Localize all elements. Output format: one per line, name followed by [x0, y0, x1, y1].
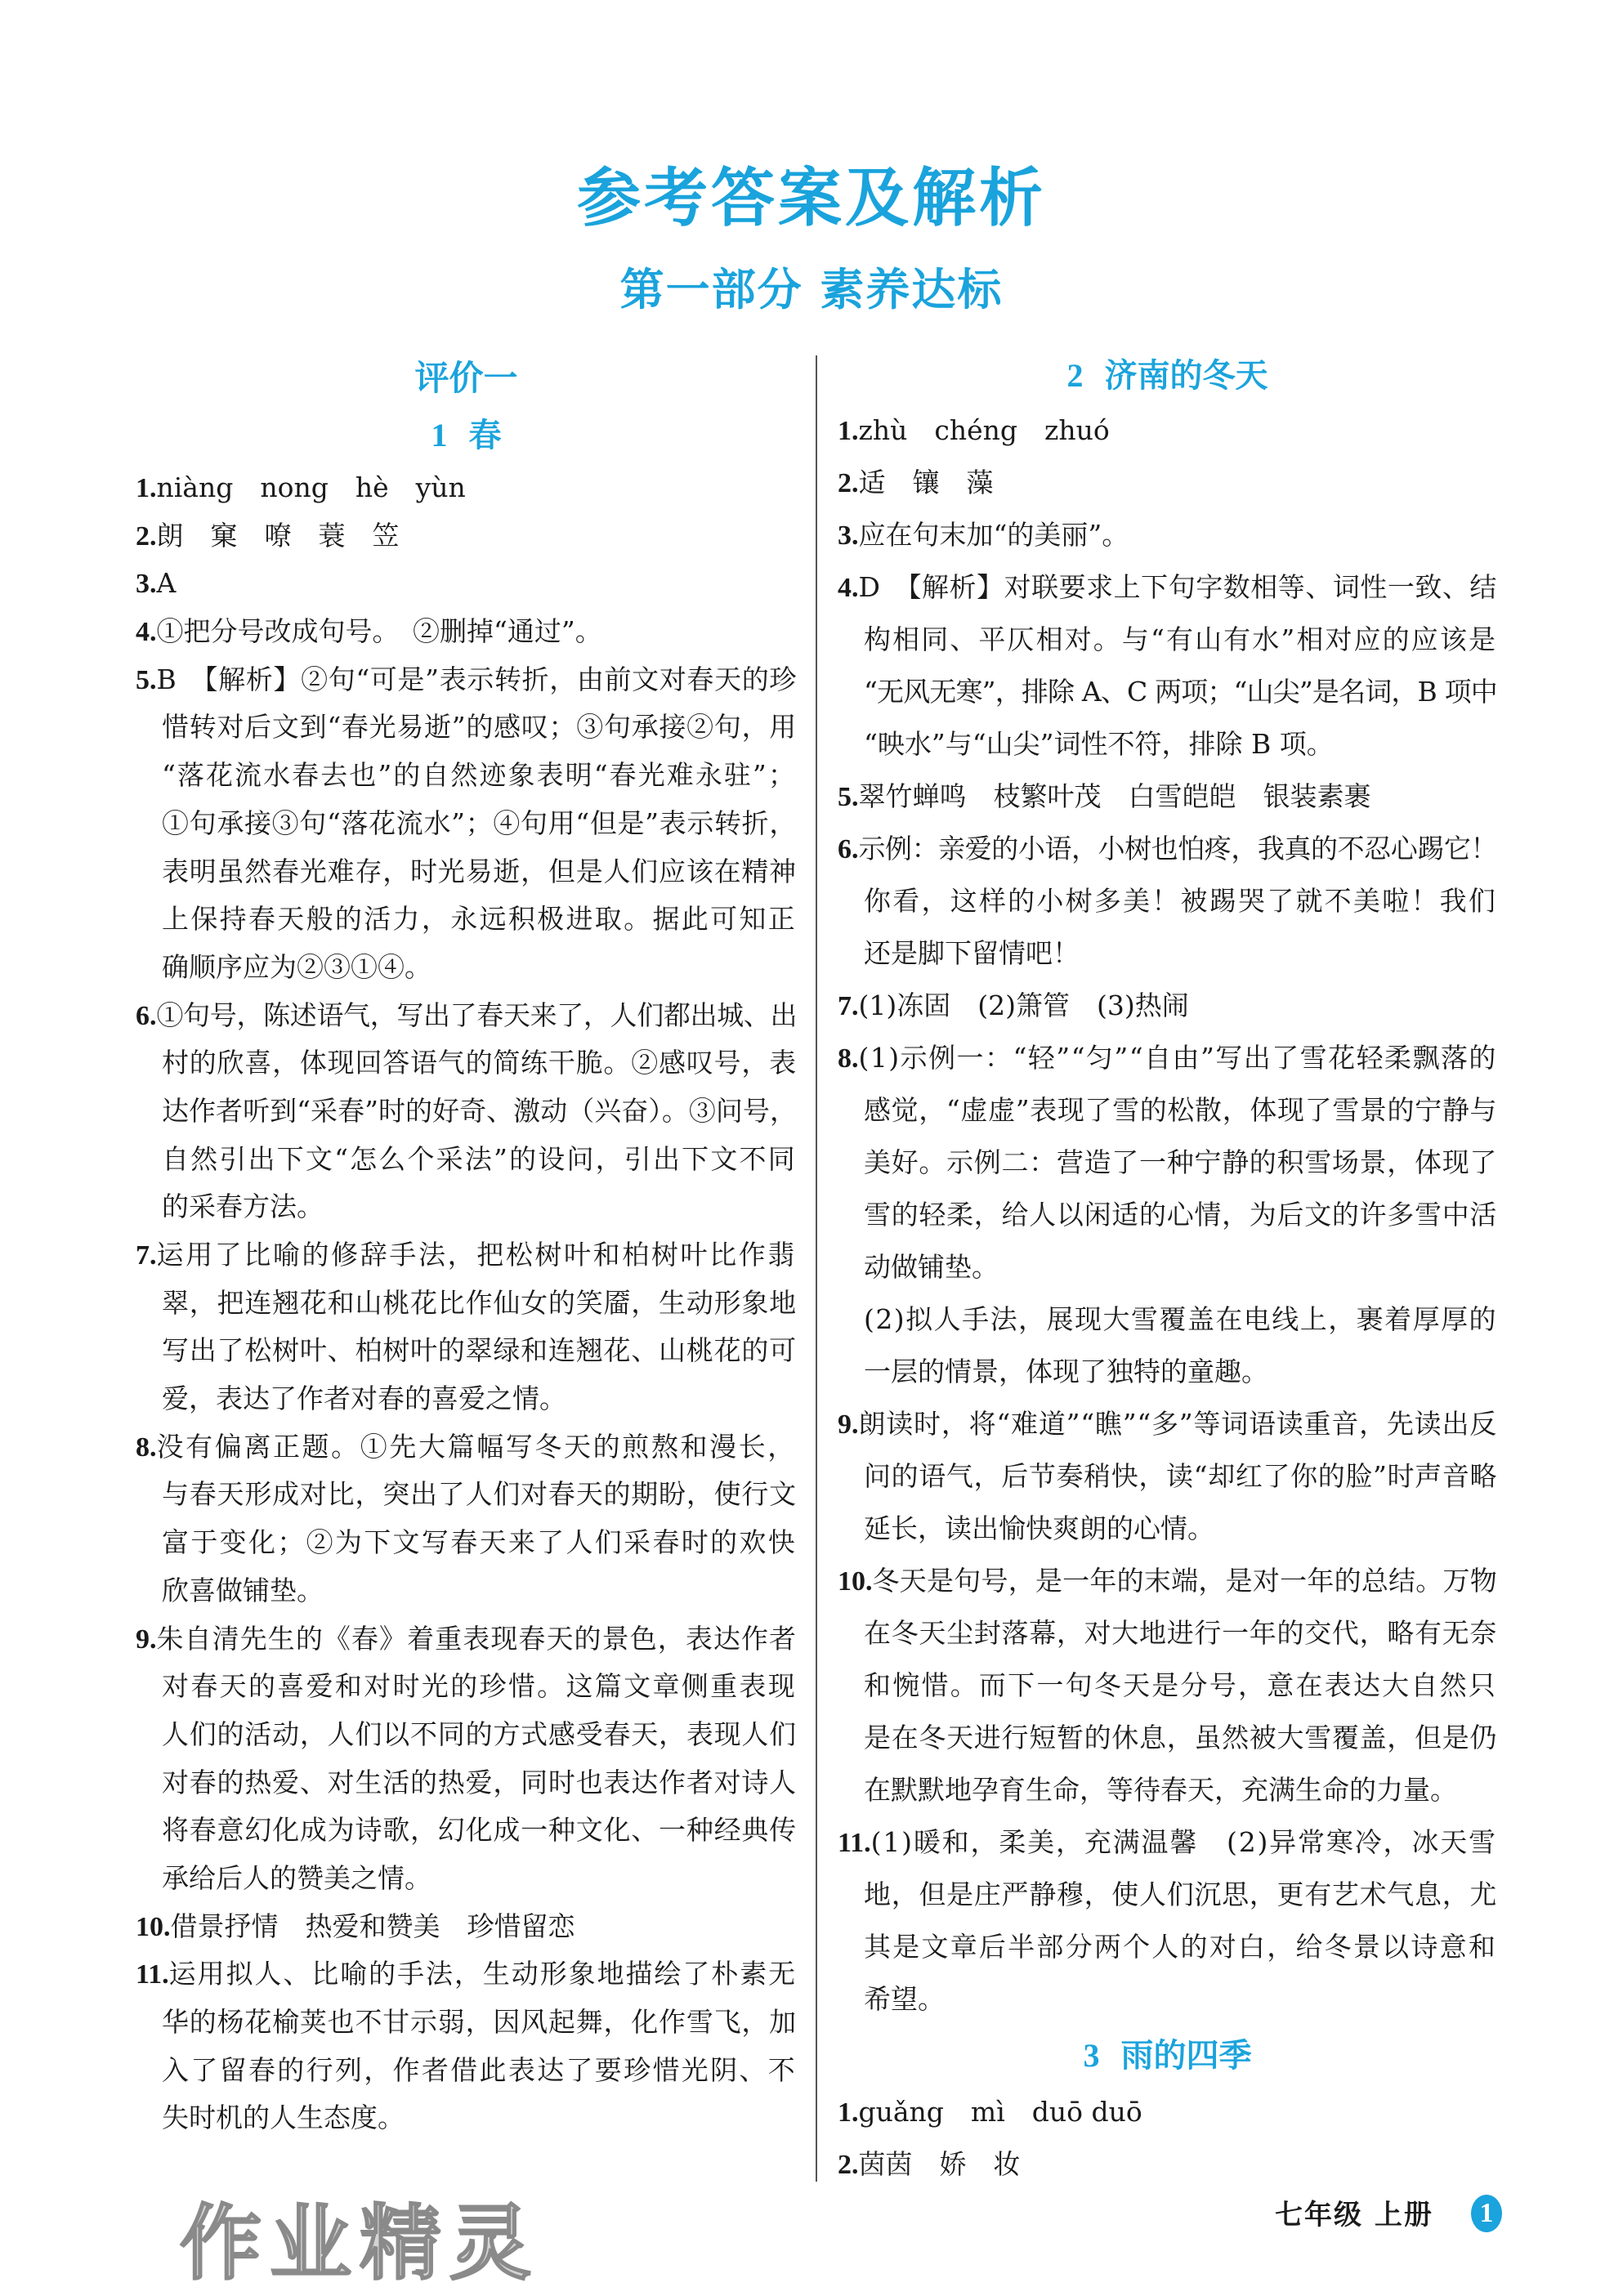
answer-text: 对春天的喜爱和对时光的珍惜。这篇文章侧重表现	[162, 1670, 798, 1703]
answer-text: 的采春方法。	[162, 1190, 324, 1223]
answer-text: 在冬天尘封落幕，对大地进行一年的交代，略有无奈	[864, 1617, 1498, 1649]
answer-item	[838, 2138, 1497, 2191]
answer-text: 自然引出下文“怎么个采法”的设问，引出下文不同	[162, 1142, 797, 1175]
answer-text: “落花流水春去也”的自然迹象表明“春光难永驻”；	[162, 759, 797, 792]
answer-text: 一层的情景，体现了独特的童趣。	[864, 1356, 1268, 1387]
answer-text: 失时机的人生态度。	[162, 2102, 405, 2134]
answer-line	[864, 1503, 1497, 1555]
answer-line	[162, 848, 797, 896]
answer-item	[136, 1903, 797, 1951]
answer-item	[838, 457, 1497, 509]
answer-line	[864, 1293, 1497, 1346]
answer-text: 运用了比喻的修辞手法，把松树叶和柏树叶比作翡	[156, 1239, 797, 1271]
answer-text: 借景抒情 热爱和赞美 珍惜留恋	[170, 1910, 575, 1942]
answer-line	[864, 1084, 1497, 1137]
answer-number: 9.	[838, 1409, 859, 1440]
answer-text: 朗读时，将“难道”“瞧”“多”等词语读重音，先读出反	[858, 1408, 1498, 1440]
answer-line	[838, 1555, 1497, 1607]
answer-item	[838, 1398, 1497, 1555]
section-number: 2	[1066, 357, 1084, 394]
answer-line	[162, 752, 797, 800]
page-title: 参考答案及解析	[576, 161, 1046, 235]
answer-text: 上保持春天般的活力，永远积极进取。据此可知正	[162, 903, 798, 936]
answer-text: 朱自清先生的《春》着重表现春天的景色，表达作者	[156, 1622, 798, 1655]
answer-line	[864, 1137, 1497, 1189]
answer-line	[136, 1231, 797, 1280]
answer-line	[136, 560, 797, 608]
answer-number: 4.	[136, 617, 157, 648]
section-title: 雨的四季	[1120, 2036, 1252, 2075]
answer-line	[162, 1999, 797, 2047]
answer-line	[864, 1659, 1497, 1712]
answer-text: D 【解析】对联要求上下句字数相等、词性一致、结	[858, 571, 1497, 603]
answer-line	[838, 1398, 1497, 1450]
answer-text: 达作者听到“采春”时的好奇、激动（兴奋）。③问号，	[162, 1094, 797, 1127]
answer-line	[162, 1280, 797, 1328]
answer-line	[136, 464, 797, 512]
answer-text: 示例：亲爱的小语，小树也怕疼，我真的不忍心踢它！	[858, 833, 1497, 864]
answer-text: 希望。	[864, 1983, 945, 2015]
answer-line	[136, 512, 797, 561]
answer-line	[162, 1471, 797, 1519]
answer-item	[136, 992, 797, 1231]
answer-line	[864, 1921, 1497, 1973]
answer-text: 应在句末加“的美丽”。	[858, 519, 1129, 551]
answer-line	[838, 509, 1497, 561]
answer-item	[838, 1032, 1497, 1398]
section-number: 3	[1083, 2037, 1100, 2074]
answer-text: 问的语气，后节奏稍快，读“却红了你的脸”时声音略	[864, 1460, 1498, 1492]
answer-number: 10.	[838, 1566, 873, 1597]
answer-item	[838, 404, 1497, 457]
answer-line	[864, 1607, 1497, 1659]
answer-item	[838, 1816, 1497, 2026]
answer-text: “无风无寒”，排除 A、C 两项；“山尖”是名词，B 项中	[864, 676, 1497, 708]
answer-line	[162, 944, 797, 992]
answer-line	[162, 1759, 797, 1807]
answer-line	[838, 561, 1497, 614]
answer-text: 其是文章后半部分两个人的对白，给冬景以诗意和	[864, 1931, 1498, 1963]
answer-line	[864, 1973, 1497, 2026]
answer-number: 11.	[838, 1828, 871, 1858]
answer-number: 9.	[136, 1624, 157, 1655]
answer-text: guǎng mì duō duō	[858, 2096, 1142, 2128]
answer-number: 1.	[838, 2097, 859, 2128]
answer-number: 5.	[136, 664, 157, 695]
answer-number: 1.	[838, 416, 859, 446]
answer-line	[864, 1241, 1497, 1293]
answer-text: 翠竹蝉鸣 枝繁叶茂 白雪皑皑 银装素裹	[858, 780, 1371, 812]
answer-item	[838, 980, 1497, 1032]
answer-line	[162, 1039, 797, 1088]
answer-number: 3.	[838, 520, 859, 551]
answer-item	[838, 2086, 1497, 2138]
answer-line	[162, 2094, 797, 2142]
column-divider	[816, 355, 817, 2182]
answer-text: 欣喜做铺垫。	[162, 1574, 324, 1606]
answer-line	[162, 1855, 797, 1903]
answer-number: 7.	[136, 1240, 157, 1271]
answer-line	[162, 1807, 797, 1855]
answer-text: A	[156, 567, 177, 600]
answer-line	[162, 2047, 797, 2095]
answer-item	[838, 509, 1497, 561]
section-title: 济南的冬天	[1104, 356, 1268, 395]
answer-text: (1)示例一：“轻”“匀”“自由”写出了雪花轻柔飘落的	[858, 1042, 1497, 1074]
answer-text: 写出了松树叶、柏树叶的翠绿和连翘花、山桃花的可	[162, 1334, 797, 1367]
answer-text: 动做铺垫。	[864, 1251, 999, 1283]
answer-line	[162, 1567, 797, 1615]
answer-text: 确顺序应为②③①④。	[162, 950, 431, 983]
answer-item	[136, 1615, 797, 1903]
answer-line	[864, 1346, 1497, 1398]
answer-text: zhù chéng zhuó	[858, 414, 1110, 446]
answer-line	[838, 457, 1497, 509]
section-heading	[838, 347, 1497, 404]
answer-line	[162, 1327, 797, 1375]
answer-line	[864, 718, 1497, 771]
answer-text: 是在冬天进行短暂的休息，虽然被大雪覆盖，但是仍	[864, 1722, 1498, 1753]
answer-text: 延长，读出愉快爽朗的心情。	[864, 1512, 1214, 1544]
answer-line	[136, 608, 797, 656]
grade-label: 七年级 上册	[1275, 2199, 1433, 2231]
answer-text: 华的杨花榆荚也不甘示弱，因风起舞，化作雪飞，加	[162, 2006, 797, 2038]
answer-item	[838, 771, 1497, 823]
answer-text: 地，但是庄严静穆，使人们沉思，更有艺术气息，尤	[864, 1878, 1498, 1910]
answer-line	[864, 1764, 1497, 1816]
answer-text: 没有偏离正题。①先大篇幅写冬天的煎熬和漫长，	[156, 1430, 797, 1463]
answer-item	[838, 561, 1497, 771]
answer-line	[864, 666, 1497, 718]
answer-line	[838, 2138, 1497, 2191]
answer-line	[162, 1183, 797, 1231]
answer-item	[136, 512, 797, 561]
answer-text: 美好。示例二：营造了一种宁静的积雪场景，体现了	[864, 1146, 1498, 1178]
answer-number: 4.	[838, 573, 859, 603]
answer-text: 茵茵 娇 妆	[858, 2148, 1021, 2180]
answer-line	[838, 980, 1497, 1032]
answer-item	[136, 1423, 797, 1615]
answer-number: 6.	[136, 1000, 157, 1031]
answer-text: (1)暖和，柔美，充满温馨 (2)异常寒冷，冰天雪	[870, 1826, 1497, 1858]
answer-text: 承给后人的赞美之情。	[162, 1861, 431, 1894]
answer-line	[864, 614, 1497, 666]
answer-text: 冬天是句号，是一年的末端，是对一年的总结。万物	[872, 1565, 1498, 1597]
answer-item	[136, 656, 797, 992]
answer-text: 在默默地孕育生命，等待春天，充满生命的力量。	[864, 1774, 1457, 1806]
answer-text: 雪的轻柔，给人以闲适的心情，为后文的许多雪中活	[864, 1199, 1498, 1231]
answer-text: 朗 窠 嘹 蓑 笠	[156, 519, 400, 552]
answer-text: niàng nong hè yùn	[156, 471, 466, 503]
answer-text: 人们的活动，人们以不同的方式感受春天，表现人们	[162, 1718, 797, 1750]
answer-text: (1)冻固 (2)箫管 (3)热闹	[858, 989, 1189, 1021]
answer-line	[162, 1711, 797, 1759]
answer-number: 7.	[838, 991, 859, 1021]
answer-text: 对春的热爱、对生活的热爱，同时也表达作者对诗人	[162, 1766, 797, 1798]
answer-item	[136, 1231, 797, 1423]
answer-line	[162, 1088, 797, 1136]
answer-line	[838, 771, 1497, 823]
answer-line	[838, 1032, 1497, 1084]
answer-text: 构相同、平仄相对。与“有山有水”相对应的应该是	[864, 623, 1498, 655]
answer-line	[136, 992, 797, 1040]
answer-number: 8.	[838, 1043, 859, 1074]
answer-number: 2.	[136, 520, 157, 552]
answer-text: 适 镶 藻	[858, 467, 994, 498]
answer-line	[162, 1663, 797, 1711]
answer-text: 富于变化；②为下文写春天来了人们采春时的欢快	[162, 1526, 798, 1559]
answer-line	[162, 1375, 797, 1423]
left-column	[136, 350, 797, 2142]
answer-line	[136, 656, 797, 704]
answer-number: 3.	[136, 569, 157, 600]
answer-line	[838, 1816, 1497, 1869]
answer-line	[838, 2086, 1497, 2138]
part-title: 第一部分 素养达标	[619, 263, 1004, 315]
answer-line	[136, 1950, 797, 1999]
answer-line	[838, 823, 1497, 875]
section-heading	[838, 2026, 1497, 2086]
answer-line	[162, 1136, 797, 1184]
answer-number: 5.	[838, 782, 859, 812]
page-number-badge: 1	[1471, 2195, 1502, 2232]
answer-line	[136, 1423, 797, 1472]
answer-text: 惜转对后文到“春光易逝”的感叹；③句承接②句，用	[162, 711, 798, 744]
answer-text: 爱，表达了作者对春的喜爱之情。	[162, 1383, 566, 1415]
answer-line	[136, 1903, 797, 1951]
answer-line	[864, 1869, 1497, 1921]
answer-text: 将春意幻化成为诗歌，幻化成一种文化、一种经典传	[162, 1814, 797, 1847]
answer-text: “映水”与“山尖”词性不符，排除 B 项。	[864, 728, 1334, 760]
answer-item	[838, 1555, 1497, 1816]
right-column	[838, 347, 1497, 2191]
answer-item	[136, 464, 797, 512]
answer-number: 8.	[136, 1432, 157, 1463]
answer-text: 入了留春的行列，作者借此表达了要珍惜光阴、不	[162, 2053, 798, 2086]
answer-line	[162, 800, 797, 848]
answer-text: ①把分号改成句号。 ②删掉“通过”。	[156, 615, 602, 648]
answer-text: 和惋惜。而下一句冬天是分号，意在表达大自然只	[864, 1669, 1498, 1701]
answer-text: 还是脚下留情吧！	[864, 937, 1080, 969]
answer-line	[162, 704, 797, 752]
answer-number: 10.	[136, 1911, 171, 1942]
answer-number: 6.	[838, 834, 859, 864]
answer-number: 11.	[136, 1959, 169, 1990]
answer-text: ①句号，陈述语气，写出了春天来了，人们都出城、出	[156, 998, 798, 1031]
answer-line	[162, 1519, 797, 1567]
answer-line	[864, 1189, 1497, 1241]
answer-line	[864, 1450, 1497, 1503]
answer-text: 运用拟人、比喻的手法，生动形象地描绘了朴素无	[168, 1958, 798, 1990]
answer-line	[864, 1712, 1497, 1764]
answer-text: 村的欣喜，体现回答语气的简练干脆。②感叹号，表	[162, 1047, 797, 1079]
answer-number: 1.	[136, 473, 157, 503]
answer-line	[864, 875, 1497, 927]
answer-item	[838, 823, 1497, 980]
answer-item	[136, 1950, 797, 2142]
section-number: 1	[431, 417, 448, 453]
answer-line	[864, 927, 1497, 980]
answer-line	[838, 404, 1497, 457]
answer-text: ①句承接③句“落花流水”；④句用“但是”表示转折，	[162, 806, 797, 839]
watermark: 作业精灵	[180, 2195, 539, 2291]
answer-text: 与春天形成对比，突出了人们对春天的期盼，使行文	[162, 1478, 797, 1511]
answer-text: 翠，把连翘花和山桃花比作仙女的笑靥，生动形象地	[162, 1286, 797, 1319]
answer-item	[136, 608, 797, 656]
answer-text: B 【解析】②句“可是”表示转折，由前文对春天的珍	[156, 663, 797, 695]
answer-number: 2.	[838, 468, 859, 498]
answer-text: 感觉，“虚虚”表现了雪的松散，体现了雪景的宁静与	[864, 1094, 1498, 1126]
answer-item	[136, 560, 797, 608]
answer-number: 2.	[838, 2150, 859, 2180]
answer-line	[162, 896, 797, 944]
answer-text: (2)拟人手法，展现大雪覆盖在电线上，裹着厚厚的	[864, 1303, 1498, 1335]
section-heading	[136, 407, 797, 464]
answer-text: 你看，这样的小树多美！被踢哭了就不美啦！我们	[864, 885, 1498, 917]
evaluation-heading: 评价一	[414, 358, 518, 398]
section-title: 春	[468, 416, 502, 454]
answer-line	[136, 1615, 797, 1664]
answer-text: 表明虽然春光难存，时光易逝，但是人们应该在精神	[162, 855, 797, 887]
